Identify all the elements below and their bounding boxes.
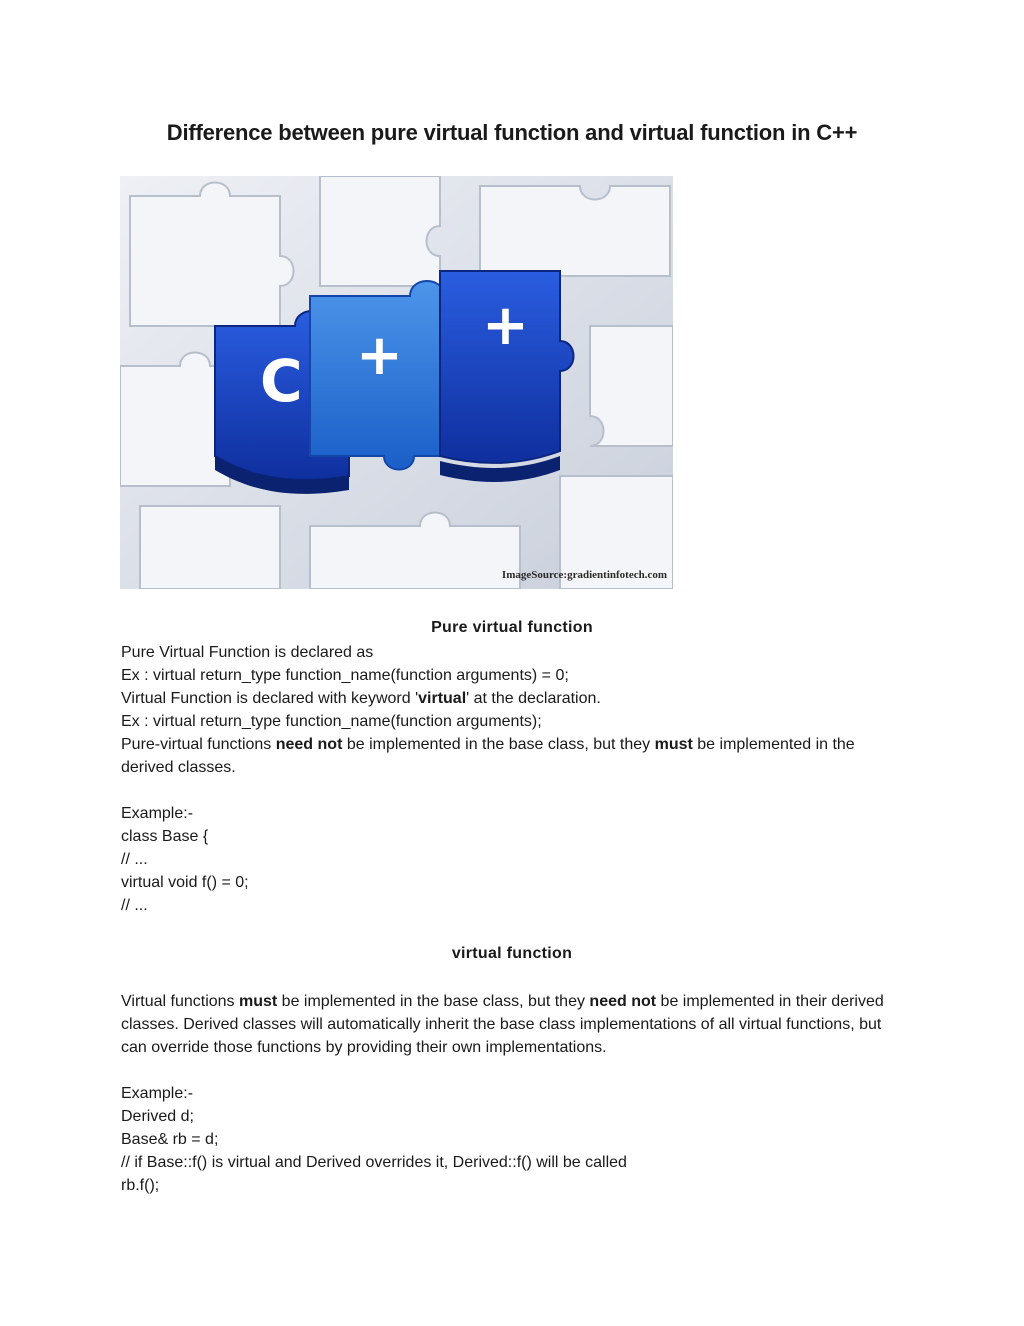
piece-label-c: C xyxy=(260,347,303,415)
declaration-line: Pure Virtual Function is declared as xyxy=(121,644,374,661)
puzzle-illustration xyxy=(120,176,673,589)
text: Virtual Function is declared with keyword ' xyxy=(121,690,419,707)
example-label: Example:- xyxy=(121,1085,194,1102)
section-pure-virtual-body xyxy=(121,641,911,917)
emphasis-need-not: need not xyxy=(589,993,657,1010)
code-line: // if Base::f() is virtual and Derived overrides it, Derived::f() will be called xyxy=(121,1154,627,1171)
text: be implemented in the base class, but they xyxy=(342,736,655,753)
code-line: // ... xyxy=(121,851,148,868)
code-line: // ... xyxy=(121,897,148,914)
code-line: class Base { xyxy=(121,828,209,845)
text: ' at the declaration. xyxy=(466,690,601,707)
pure-virtual-example: Ex : virtual return_type function_name(function arguments) = 0; xyxy=(121,667,569,684)
code-line: virtual void f() = 0; xyxy=(121,874,249,891)
text: Virtual functions xyxy=(121,993,239,1010)
pure-virtual-explanation xyxy=(121,733,911,779)
piece-label-plus-2: + xyxy=(482,293,529,358)
page-title: Difference between pure virtual function and virtual function in C++ xyxy=(166,120,858,145)
code-line: rb.f(); xyxy=(121,1177,160,1194)
section-heading-virtual: virtual function xyxy=(451,945,573,962)
section-heading-pure-virtual: Pure virtual function xyxy=(431,619,593,636)
piece-label-plus-1: + xyxy=(356,323,403,388)
code-line: Derived d; xyxy=(121,1108,194,1125)
keyword-virtual: virtual xyxy=(418,690,467,707)
text: be implemented in the base class, but they xyxy=(277,993,590,1010)
text: Pure-virtual functions xyxy=(121,736,276,753)
text: be implemented in the derived classes. xyxy=(121,736,855,776)
example-label: Example:- xyxy=(121,805,194,822)
cpp-puzzle-image xyxy=(120,176,673,589)
emphasis-need-not: need not xyxy=(275,736,343,753)
virtual-example: Ex : virtual return_type function_name(function arguments); xyxy=(121,713,542,730)
virtual-declaration-line xyxy=(121,687,911,710)
section-virtual-body xyxy=(121,990,906,1197)
emphasis-must: must xyxy=(239,993,278,1010)
emphasis-must: must xyxy=(654,736,693,753)
image-credit: ImageSource:gradientinfotech.com xyxy=(501,569,667,581)
code-line: Base& rb = d; xyxy=(121,1131,219,1148)
text: be implemented in their derived classes. Derived classes will automatically inherit the base class implementations of all virtual functions, but can override those functions by providing their own implementations. xyxy=(121,993,884,1056)
virtual-explanation xyxy=(121,990,906,1059)
